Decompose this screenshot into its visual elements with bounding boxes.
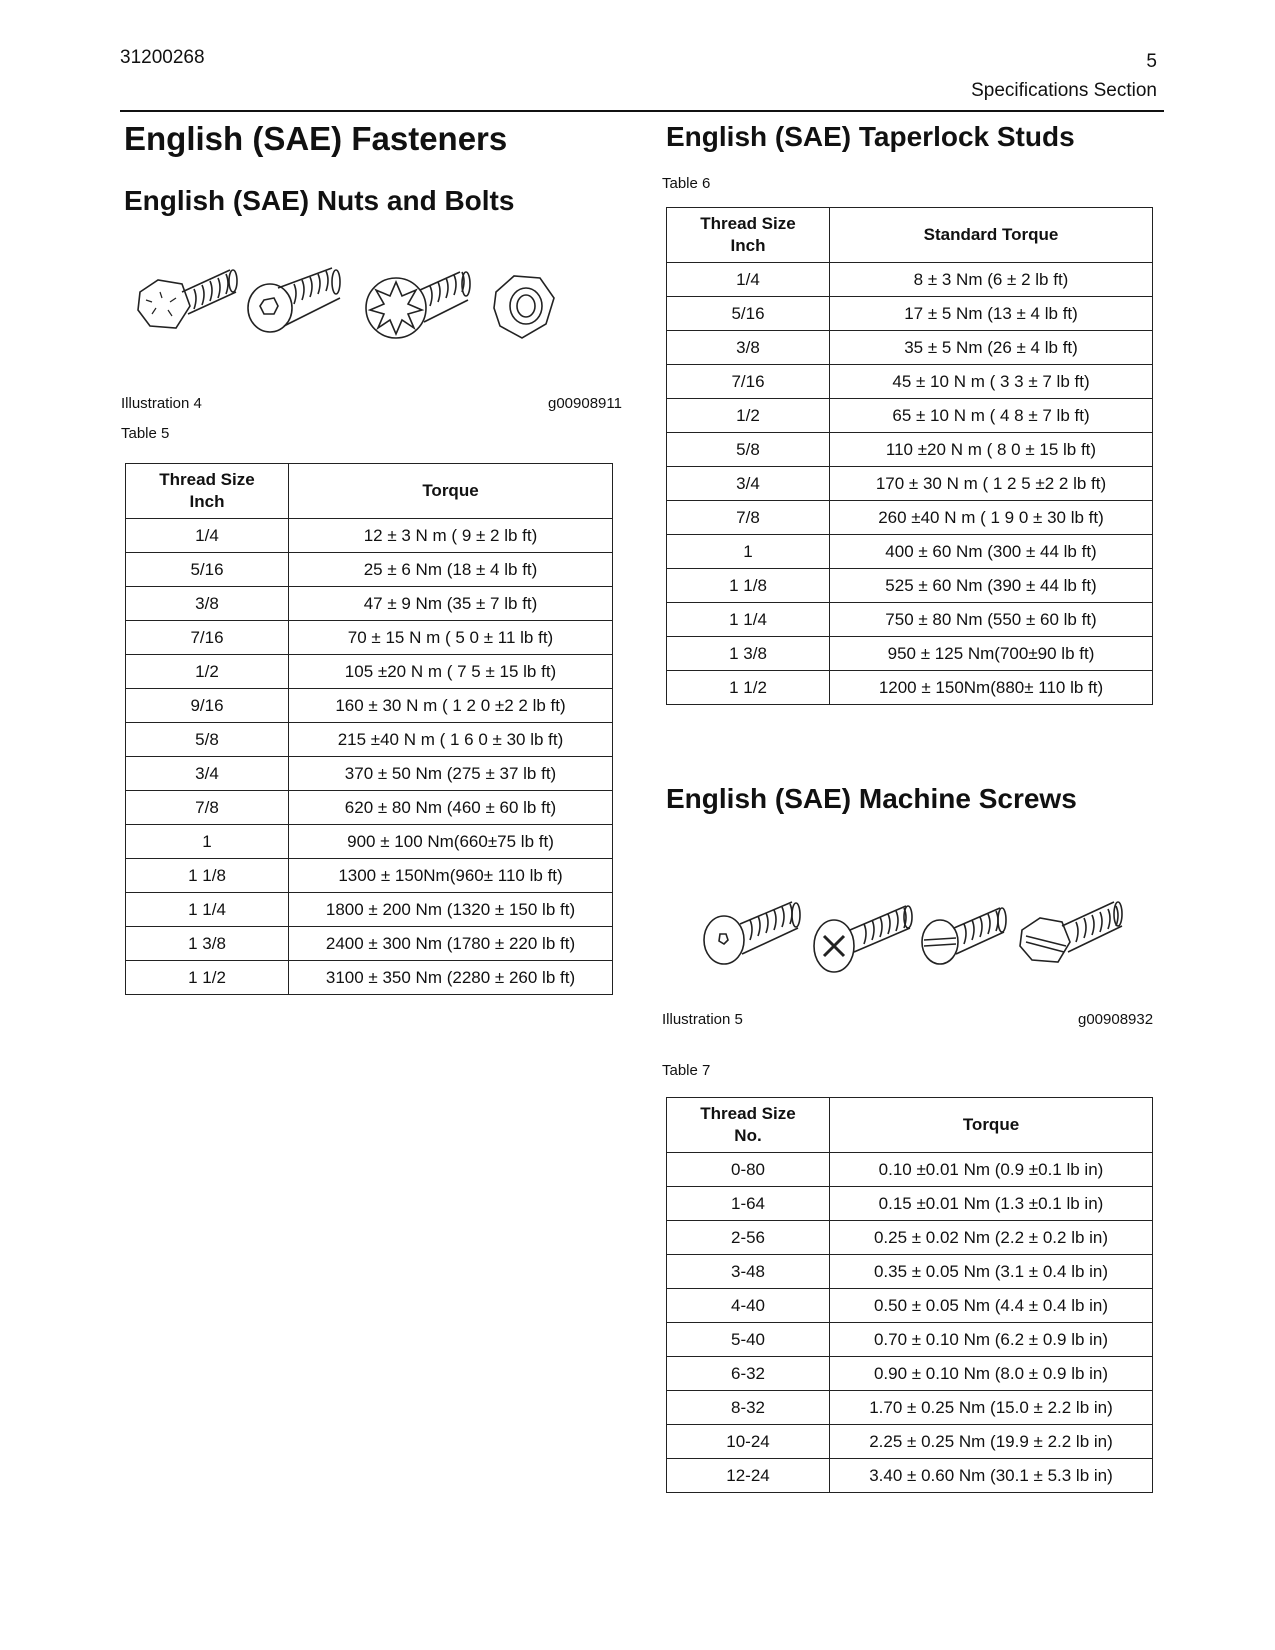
torque-cell: 215 ±40 N m ( 1 6 0 ± 30 lb ft) <box>289 723 613 757</box>
table-row <box>667 671 1153 705</box>
table-5-nuts-bolts-torque <box>125 463 613 995</box>
flat-head-phillips-screw-icon <box>814 906 912 972</box>
table-row <box>667 433 1153 467</box>
thread-size-cell: 1/4 <box>667 263 830 297</box>
torque-cell: 160 ± 30 N m ( 1 2 0 ±2 2 lb ft) <box>289 689 613 723</box>
page-title: English (SAE) Fasteners <box>124 120 508 157</box>
torque-cell: 1300 ± 150Nm(960± 110 lb ft) <box>289 859 613 893</box>
thread-size-cell: 9/16 <box>126 689 289 723</box>
column-header-thread-size: Thread Size Inch <box>667 208 830 263</box>
torque-cell: 0.90 ± 0.10 Nm (8.0 ± 0.9 lb in) <box>830 1357 1153 1391</box>
hex-nut-icon <box>494 276 554 338</box>
thread-size-cell: 5-40 <box>667 1323 830 1357</box>
table-row <box>667 1459 1153 1493</box>
table-row <box>126 859 613 893</box>
section-name: Specifications Section <box>971 80 1157 101</box>
thread-size-cell: 1/2 <box>126 655 289 689</box>
table-row <box>667 263 1153 297</box>
illustration-5-label: Illustration 5 <box>662 1011 743 1028</box>
table-row <box>667 365 1153 399</box>
table-row <box>667 1357 1153 1391</box>
thread-size-cell: 7/16 <box>126 621 289 655</box>
thread-size-cell: 10-24 <box>667 1425 830 1459</box>
table-row <box>667 603 1153 637</box>
thread-size-cell: 1-64 <box>667 1187 830 1221</box>
torque-cell: 65 ± 10 N m ( 4 8 ± 7 lb ft) <box>830 399 1153 433</box>
table-row <box>667 1289 1153 1323</box>
illustration-4-label: Illustration 4 <box>121 395 202 412</box>
column-header-torque: Torque <box>289 464 613 519</box>
pan-head-screw-icon <box>704 902 800 964</box>
table-row <box>126 655 613 689</box>
thread-size-cell: 1 3/8 <box>126 927 289 961</box>
table-header-row <box>667 208 1153 263</box>
machine-screws-illustration <box>700 890 1130 980</box>
thread-size-cell: 1/2 <box>667 399 830 433</box>
table-row <box>126 893 613 927</box>
thread-size-cell: 3/8 <box>667 331 830 365</box>
torque-cell: 3.40 ± 0.60 Nm (30.1 ± 5.3 lb in) <box>830 1459 1153 1493</box>
column-header-standard-torque: Standard Torque <box>830 208 1153 263</box>
table-5-label: Table 5 <box>121 425 170 442</box>
table-row <box>667 535 1153 569</box>
thread-size-cell: 1 <box>667 535 830 569</box>
column-header-thread-size: Thread Size No. <box>667 1098 830 1153</box>
thread-size-cell: 12-24 <box>667 1459 830 1493</box>
torque-cell: 525 ± 60 Nm (390 ± 44 lb ft) <box>830 569 1153 603</box>
table-row <box>126 621 613 655</box>
thread-size-cell: 7/8 <box>126 791 289 825</box>
torque-cell: 47 ± 9 Nm (35 ± 7 lb ft) <box>289 587 613 621</box>
thread-size-cell: 2-56 <box>667 1221 830 1255</box>
table-row <box>667 467 1153 501</box>
thread-size-cell: 1 1/2 <box>126 961 289 995</box>
torque-cell: 8 ± 3 Nm (6 ± 2 lb ft) <box>830 263 1153 297</box>
table-header-row <box>126 464 613 519</box>
socket-cap-screw-icon <box>248 268 340 332</box>
table-6-taperlock-torque <box>666 207 1153 705</box>
hex-bolt-icon <box>138 270 237 328</box>
table-row <box>126 689 613 723</box>
table-row <box>126 757 613 791</box>
table-row <box>667 297 1153 331</box>
document-number: 31200268 <box>120 47 205 68</box>
torque-cell: 110 ±20 N m ( 8 0 ± 15 lb ft) <box>830 433 1153 467</box>
torque-cell: 370 ± 50 Nm (275 ± 37 lb ft) <box>289 757 613 791</box>
torque-cell: 17 ± 5 Nm (13 ± 4 lb ft) <box>830 297 1153 331</box>
torque-cell: 1.70 ± 0.25 Nm (15.0 ± 2.2 lb in) <box>830 1391 1153 1425</box>
twelve-point-bolt-icon <box>366 272 470 338</box>
torque-cell: 900 ± 100 Nm(660±75 lb ft) <box>289 825 613 859</box>
table-row <box>667 331 1153 365</box>
table-row <box>667 1425 1153 1459</box>
table-row <box>667 1221 1153 1255</box>
thread-size-cell: 0-80 <box>667 1153 830 1187</box>
torque-cell: 3100 ± 350 Nm (2280 ± 260 lb ft) <box>289 961 613 995</box>
table-row <box>126 961 613 995</box>
table-row <box>667 1391 1153 1425</box>
torque-cell: 0.35 ± 0.05 Nm (3.1 ± 0.4 lb in) <box>830 1255 1153 1289</box>
torque-cell: 620 ± 80 Nm (460 ± 60 lb ft) <box>289 791 613 825</box>
torque-cell: 750 ± 80 Nm (550 ± 60 lb ft) <box>830 603 1153 637</box>
table-row <box>667 399 1153 433</box>
thread-size-cell: 1 1/8 <box>667 569 830 603</box>
thread-size-cell: 8-32 <box>667 1391 830 1425</box>
round-head-slotted-screw-icon <box>922 908 1006 964</box>
table-row <box>126 791 613 825</box>
torque-cell: 25 ± 6 Nm (18 ± 4 lb ft) <box>289 553 613 587</box>
torque-cell: 400 ± 60 Nm (300 ± 44 lb ft) <box>830 535 1153 569</box>
torque-cell: 105 ±20 N m ( 7 5 ± 15 lb ft) <box>289 655 613 689</box>
torque-cell: 45 ± 10 N m ( 3 3 ± 7 lb ft) <box>830 365 1153 399</box>
thread-size-cell: 5/16 <box>667 297 830 331</box>
thread-size-cell: 6-32 <box>667 1357 830 1391</box>
table-header-row <box>667 1098 1153 1153</box>
torque-cell: 0.70 ± 0.10 Nm (6.2 ± 0.9 lb in) <box>830 1323 1153 1357</box>
torque-cell: 260 ±40 N m ( 1 9 0 ± 30 lb ft) <box>830 501 1153 535</box>
table-row <box>126 927 613 961</box>
table-row <box>667 1323 1153 1357</box>
hex-head-slotted-screw-icon <box>1020 902 1122 962</box>
table-row <box>667 501 1153 535</box>
torque-cell: 170 ± 30 N m ( 1 2 5 ±2 2 lb ft) <box>830 467 1153 501</box>
thread-size-cell: 1 3/8 <box>667 637 830 671</box>
thread-size-cell: 1 1/4 <box>667 603 830 637</box>
table-7-label: Table 7 <box>662 1062 711 1079</box>
table-row <box>126 553 613 587</box>
thread-size-cell: 3/4 <box>667 467 830 501</box>
table-row <box>667 1255 1153 1289</box>
column-header-thread-size: Thread Size Inch <box>126 464 289 519</box>
illustration-5-code: g00908932 <box>1078 1011 1154 1028</box>
thread-size-cell: 5/16 <box>126 553 289 587</box>
torque-cell: 0.10 ±0.01 Nm (0.9 ±0.1 lb in) <box>830 1153 1153 1187</box>
table-row <box>126 587 613 621</box>
table-row <box>667 1153 1153 1187</box>
torque-cell: 0.15 ±0.01 Nm (1.3 ±0.1 lb in) <box>830 1187 1153 1221</box>
thread-size-cell: 1 1/8 <box>126 859 289 893</box>
page-header-right <box>971 47 1157 105</box>
nuts-bolts-heading: English (SAE) Nuts and Bolts <box>124 185 515 216</box>
thread-size-cell: 5/8 <box>126 723 289 757</box>
torque-cell: 2.25 ± 0.25 Nm (19.9 ± 2.2 lb in) <box>830 1425 1153 1459</box>
page-number: 5 <box>1146 51 1157 72</box>
table-row <box>126 825 613 859</box>
taperlock-studs-heading: English (SAE) Taperlock Studs <box>666 121 1075 152</box>
torque-cell: 0.25 ± 0.02 Nm (2.2 ± 0.2 lb in) <box>830 1221 1153 1255</box>
column-header-torque: Torque <box>830 1098 1153 1153</box>
thread-size-cell: 1 <box>126 825 289 859</box>
table-row <box>667 569 1153 603</box>
table-row <box>667 637 1153 671</box>
torque-cell: 0.50 ± 0.05 Nm (4.4 ± 0.4 lb in) <box>830 1289 1153 1323</box>
nuts-and-bolts-illustration <box>132 262 592 360</box>
table-row <box>126 519 613 553</box>
table-6-label: Table 6 <box>662 175 711 192</box>
thread-size-cell: 1 1/4 <box>126 893 289 927</box>
thread-size-cell: 4-40 <box>667 1289 830 1323</box>
torque-cell: 1200 ± 150Nm(880± 110 lb ft) <box>830 671 1153 705</box>
torque-cell: 950 ± 125 Nm(700±90 lb ft) <box>830 637 1153 671</box>
torque-cell: 2400 ± 300 Nm (1780 ± 220 lb ft) <box>289 927 613 961</box>
torque-cell: 70 ± 15 N m ( 5 0 ± 11 lb ft) <box>289 621 613 655</box>
torque-cell: 35 ± 5 Nm (26 ± 4 lb ft) <box>830 331 1153 365</box>
thread-size-cell: 3-48 <box>667 1255 830 1289</box>
table-row <box>126 723 613 757</box>
torque-cell: 1800 ± 200 Nm (1320 ± 150 lb ft) <box>289 893 613 927</box>
torque-cell: 12 ± 3 N m ( 9 ± 2 lb ft) <box>289 519 613 553</box>
thread-size-cell: 3/8 <box>126 587 289 621</box>
table-7-machine-screws-torque <box>666 1097 1153 1493</box>
thread-size-cell: 1/4 <box>126 519 289 553</box>
thread-size-cell: 5/8 <box>667 433 830 467</box>
thread-size-cell: 1 1/2 <box>667 671 830 705</box>
table-row <box>667 1187 1153 1221</box>
illustration-4-code: g00908911 <box>548 395 622 412</box>
thread-size-cell: 7/8 <box>667 501 830 535</box>
header-rule <box>120 110 1164 112</box>
thread-size-cell: 3/4 <box>126 757 289 791</box>
thread-size-cell: 7/16 <box>667 365 830 399</box>
machine-screws-heading: English (SAE) Machine Screws <box>666 783 1077 814</box>
